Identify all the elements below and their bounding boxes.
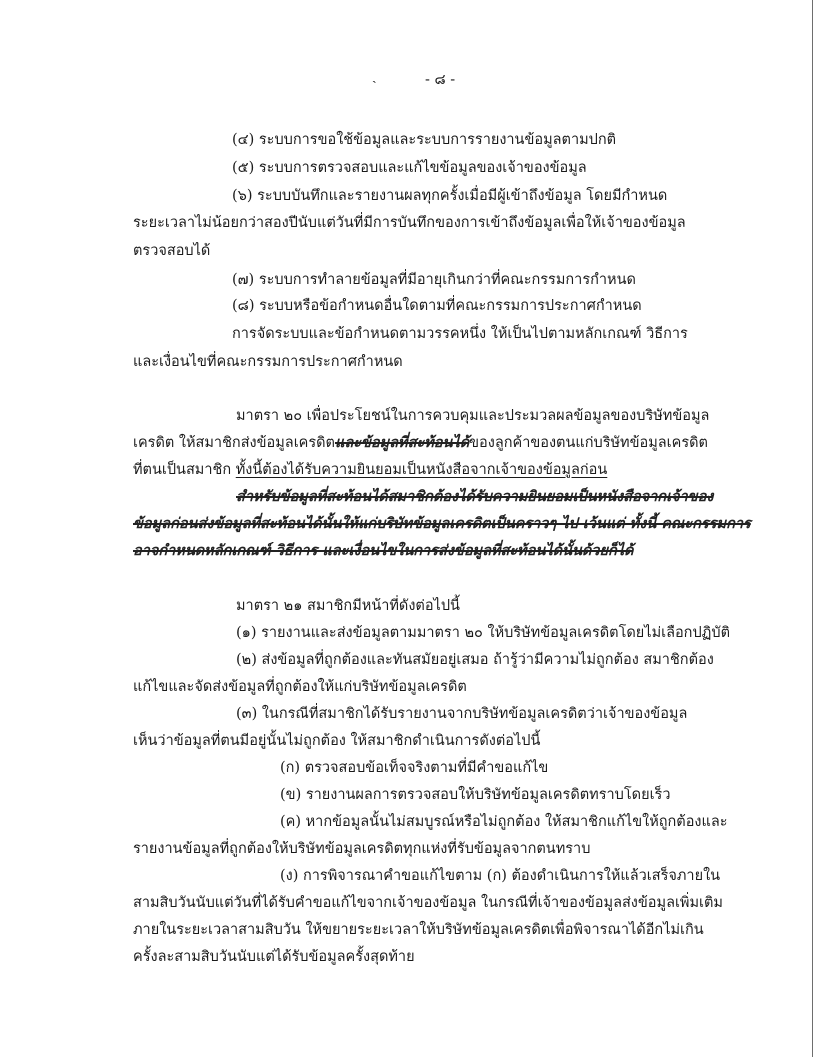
- page-edge-line: [812, 0, 813, 1057]
- stray-mark: ˎ: [372, 68, 377, 84]
- list-item-8: (๘) ระบบหรือข้อกำหนดอื่นใดตามที่คณะกรรมการประกาศกำหนด: [232, 298, 642, 314]
- page-number: - ๘ -: [425, 72, 456, 88]
- struck-paragraph-line-3: อาจกำหนดหลักเกณฑ์ วิธีการ และเงื่อนไขในการส่งข้อมูลที่สะท้อนได้นั้นด้วยก็ได้: [133, 542, 634, 559]
- paragraph-system-rules: การจัดระบบและข้อกำหนดตามวรรคหนึ่ง ให้เป็นไปตามหลักเกณฑ์ วิธีการ: [232, 326, 688, 342]
- section-21-heading: มาตรา ๒๑ สมาชิกมีหน้าที่ดังต่อไปนี้: [236, 598, 460, 614]
- section-21-item-2: (๒) ส่งข้อมูลที่ถูกต้องและทันสมัยอยู่เสมอ ถ้ารู้ว่ามีความไม่ถูกต้อง สมาชิกต้อง: [236, 652, 714, 668]
- section-21-subitem-ngo-cont-1: สามสิบวันนับแต่วันที่ได้รับคำขอแก้ไขจากเจ้าของข้อมูล ในกรณีที่เจ้าของข้อมูลส่งข้อมูลเพิ่มเติม: [133, 895, 723, 911]
- list-item-5: (๕) ระบบการตรวจสอบและแก้ไขข้อมูลของเจ้าของข้อมูล: [232, 160, 587, 176]
- section-21-subitem-kho-khwai: (ค) หากข้อมูลนั้นไม่สมบูรณ์หรือไม่ถูกต้อง ให้สมาชิกแก้ไขให้ถูกต้องและ: [280, 814, 728, 830]
- section-21-subitem-ka: (ก) ตรวจสอบข้อเท็จจริงตามที่มีคำขอแก้ไข: [280, 760, 549, 776]
- list-item-6-cont2: ตรวจสอบได้: [133, 243, 211, 259]
- section-21-subitem-kho-khwai-cont: รายงานข้อมูลที่ถูกต้องให้บริษัทข้อมูลเครดิตทุกแห่งที่รับข้อมูลจากตนทราบ: [133, 841, 591, 857]
- section-21-item-2-cont: แก้ไขและจัดส่งข้อมูลที่ถูกต้องให้แก่บริษัทข้อมูลเครดิต: [133, 679, 467, 695]
- list-item-6: (๖) ระบบบันทึกและรายงานผลทุกครั้งเมื่อมีผู้เข้าถึงข้อมูล โดยมีกำหนด: [232, 188, 668, 204]
- section-21-item-3-cont: เห็นว่าข้อมูลที่ตนมีอยู่นั้นไม่ถูกต้อง ให้สมาชิกดำเนินการดังต่อไปนี้: [133, 733, 541, 749]
- list-item-7: (๗) ระบบการทำลายข้อมูลที่มีอายุเกินกว่าที่คณะกรรมการกำหนด: [232, 272, 636, 288]
- section-20-line-2: [133, 433, 708, 453]
- struck-insertion: และข้อมูลที่สะท้อนได้: [334, 434, 470, 451]
- section-20-text-cont: ของลูกค้าของตนแก่บริษัทข้อมูลเครดิต: [469, 435, 708, 451]
- section-20-text: เครดิต ให้สมาชิกส่งข้อมูลเครดิต: [133, 435, 335, 451]
- section-20-heading: มาตรา ๒๐ เพื่อประโยชน์ในการควบคุมและประมวลผลข้อมูลของบริษัทข้อมูล: [236, 408, 710, 424]
- paragraph-system-rules-cont: และเงื่อนไขที่คณะกรรมการประกาศกำหนด: [133, 354, 403, 370]
- section-20-line-3: [133, 460, 607, 480]
- list-item-6-cont: ระยะเวลาไม่น้อยกว่าสองปีนับแต่วันที่มีการบันทึกของการเข้าถึงข้อมูลเพื่อให้เจ้าของข้อมูล: [133, 215, 686, 231]
- section-21-subitem-ngo-cont-3: ครั้งละสามสิบวันนับแต่ได้รับข้อมูลครั้งสุดท้าย: [133, 949, 415, 965]
- section-21-subitem-kho: (ข) รายงานผลการตรวจสอบให้บริษัทข้อมูลเครดิตทราบโดยเร็ว: [280, 787, 671, 803]
- underlined-consent-clause: ทั้งนี้ต้องได้รับความยินยอมเป็นหนังสือจากเจ้าของข้อมูลก่อน: [235, 462, 608, 478]
- list-item-4: (๔) ระบบการขอใช้ข้อมูลและระบบการรายงานข้อมูลตามปกติ: [232, 132, 617, 148]
- section-21-item-3: (๓) ในกรณีที่สมาชิกได้รับรายงานจากบริษัทข้อมูลเครดิตว่าเจ้าของข้อมูล: [236, 706, 688, 722]
- struck-paragraph-line-2: ข้อมูลก่อนส่งข้อมูลที่สะท้อนได้นั้นให้แก่บริษัทข้อมูลเครดิตเป็นคราวๆ ไป เว้นแต่ ทั้งนี้ คณะกรรมการ: [133, 515, 751, 532]
- section-20-member: ที่ตนเป็นสมาชิก: [133, 462, 236, 478]
- section-21-item-1: (๑) รายงานและส่งข้อมูลตามมาตรา ๒๐ ให้บริษัทข้อมูลเครดิตโดยไม่เลือกปฏิบัติ: [236, 625, 731, 641]
- struck-paragraph-line-1: สำหรับข้อมูลที่สะท้อนได้สมาชิกต้องได้รับความยินยอมเป็นหนังสือจากเจ้าของ: [236, 488, 714, 505]
- section-21-subitem-ngo: (ง) การพิจารณาคำขอแก้ไขตาม (ก) ต้องดำเนินการให้แล้วเสร็จภายใน: [280, 868, 721, 884]
- section-21-subitem-ngo-cont-2: ภายในระยะเวลาสามสิบวัน ให้ขยายระยะเวลาให้บริษัทข้อมูลเครดิตเพื่อพิจารณาได้อีกไม่เกิน: [133, 922, 704, 938]
